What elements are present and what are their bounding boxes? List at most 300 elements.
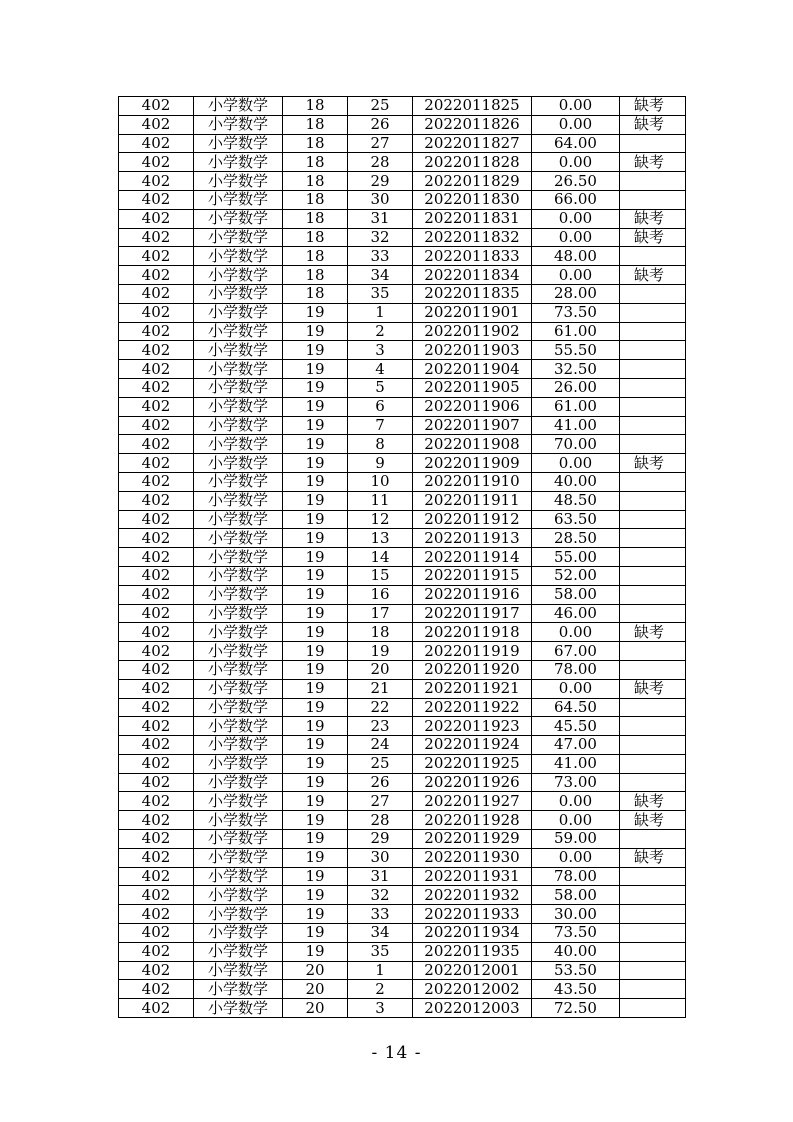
cell-group: 19: [283, 848, 348, 867]
cell-seat: 33: [348, 247, 413, 266]
cell-subject: 小学数学: [194, 247, 283, 266]
cell-group: 19: [283, 792, 348, 811]
cell-group: 18: [283, 284, 348, 303]
cell-subject: 小学数学: [194, 378, 283, 397]
cell-note: [620, 754, 686, 773]
cell-subject: 小学数学: [194, 660, 283, 679]
cell-exam-number: 2022011826: [413, 115, 532, 134]
cell-subject: 小学数学: [194, 811, 283, 830]
table-row: [119, 209, 686, 228]
cell-room: 402: [119, 134, 194, 153]
cell-score: 0.00: [532, 792, 620, 811]
cell-group: 19: [283, 754, 348, 773]
cell-group: 19: [283, 341, 348, 360]
cell-seat: 22: [348, 698, 413, 717]
cell-subject: 小学数学: [194, 529, 283, 548]
cell-exam-number: 2022011825: [413, 97, 532, 116]
cell-room: 402: [119, 924, 194, 943]
cell-subject: 小学数学: [194, 736, 283, 755]
cell-exam-number: 2022011915: [413, 566, 532, 585]
cell-subject: 小学数学: [194, 284, 283, 303]
cell-note: [620, 341, 686, 360]
cell-group: 18: [283, 190, 348, 209]
cell-score: 70.00: [532, 435, 620, 454]
cell-group: 19: [283, 717, 348, 736]
cell-note: [620, 886, 686, 905]
cell-group: 18: [283, 247, 348, 266]
cell-room: 402: [119, 97, 194, 116]
cell-exam-number: 2022011910: [413, 472, 532, 491]
cell-room: 402: [119, 228, 194, 247]
cell-note: [620, 378, 686, 397]
cell-score: 64.50: [532, 698, 620, 717]
cell-group: 19: [283, 642, 348, 661]
cell-score: 0.00: [532, 454, 620, 473]
cell-seat: 34: [348, 924, 413, 943]
cell-score: 46.00: [532, 604, 620, 623]
cell-score: 30.00: [532, 905, 620, 924]
cell-subject: 小学数学: [194, 97, 283, 116]
cell-room: 402: [119, 792, 194, 811]
cell-score: 26.00: [532, 378, 620, 397]
cell-group: 18: [283, 209, 348, 228]
cell-subject: 小学数学: [194, 848, 283, 867]
table-row: [119, 942, 686, 961]
table-body: [119, 97, 686, 1018]
cell-exam-number: 2022011834: [413, 266, 532, 285]
cell-note: [620, 642, 686, 661]
table-row: [119, 848, 686, 867]
cell-seat: 7: [348, 416, 413, 435]
cell-note: [620, 247, 686, 266]
cell-note: [620, 397, 686, 416]
cell-room: 402: [119, 190, 194, 209]
cell-room: 402: [119, 773, 194, 792]
cell-exam-number: 2022012003: [413, 999, 532, 1018]
cell-note: [620, 303, 686, 322]
cell-note: [620, 172, 686, 191]
cell-subject: 小学数学: [194, 698, 283, 717]
table-row: [119, 717, 686, 736]
cell-room: 402: [119, 698, 194, 717]
cell-note: 缺考: [620, 454, 686, 473]
cell-score: 59.00: [532, 830, 620, 849]
cell-exam-number: 2022011827: [413, 134, 532, 153]
table-row: [119, 585, 686, 604]
cell-subject: 小学数学: [194, 924, 283, 943]
cell-group: 19: [283, 736, 348, 755]
cell-exam-number: 2022011908: [413, 435, 532, 454]
cell-seat: 28: [348, 153, 413, 172]
table-row: [119, 247, 686, 266]
table-row: [119, 397, 686, 416]
cell-note: [620, 773, 686, 792]
cell-seat: 3: [348, 341, 413, 360]
cell-room: 402: [119, 961, 194, 980]
cell-room: 402: [119, 548, 194, 567]
cell-note: [620, 435, 686, 454]
cell-subject: 小学数学: [194, 679, 283, 698]
cell-note: [620, 736, 686, 755]
cell-seat: 31: [348, 209, 413, 228]
cell-score: 0.00: [532, 679, 620, 698]
cell-note: [620, 322, 686, 341]
table-row: [119, 97, 686, 116]
cell-room: 402: [119, 416, 194, 435]
cell-seat: 2: [348, 322, 413, 341]
cell-group: 19: [283, 472, 348, 491]
table-row: [119, 604, 686, 623]
cell-subject: 小学数学: [194, 209, 283, 228]
cell-score: 41.00: [532, 416, 620, 435]
cell-exam-number: 2022011917: [413, 604, 532, 623]
cell-score: 0.00: [532, 153, 620, 172]
cell-group: 19: [283, 942, 348, 961]
cell-exam-number: 2022011909: [413, 454, 532, 473]
cell-score: 0.00: [532, 228, 620, 247]
cell-exam-number: 2022011905: [413, 378, 532, 397]
cell-subject: 小学数学: [194, 172, 283, 191]
cell-group: 19: [283, 811, 348, 830]
cell-subject: 小学数学: [194, 642, 283, 661]
cell-score: 53.50: [532, 961, 620, 980]
cell-note: [620, 510, 686, 529]
cell-subject: 小学数学: [194, 360, 283, 379]
cell-group: 19: [283, 623, 348, 642]
cell-score: 61.00: [532, 322, 620, 341]
cell-subject: 小学数学: [194, 548, 283, 567]
cell-subject: 小学数学: [194, 754, 283, 773]
cell-subject: 小学数学: [194, 717, 283, 736]
cell-seat: 35: [348, 284, 413, 303]
cell-room: 402: [119, 848, 194, 867]
cell-group: 19: [283, 303, 348, 322]
table-row: [119, 360, 686, 379]
table-row: [119, 623, 686, 642]
cell-seat: 8: [348, 435, 413, 454]
cell-subject: 小学数学: [194, 397, 283, 416]
cell-score: 73.50: [532, 303, 620, 322]
table-row: [119, 416, 686, 435]
cell-exam-number: 2022011833: [413, 247, 532, 266]
cell-exam-number: 2022012002: [413, 980, 532, 999]
cell-score: 67.00: [532, 642, 620, 661]
cell-subject: 小学数学: [194, 115, 283, 134]
cell-exam-number: 2022011916: [413, 585, 532, 604]
cell-exam-number: 2022011927: [413, 792, 532, 811]
cell-note: [620, 529, 686, 548]
cell-score: 0.00: [532, 623, 620, 642]
cell-subject: 小学数学: [194, 773, 283, 792]
cell-subject: 小学数学: [194, 190, 283, 209]
cell-room: 402: [119, 341, 194, 360]
cell-score: 0.00: [532, 811, 620, 830]
cell-exam-number: 2022011830: [413, 190, 532, 209]
cell-score: 0.00: [532, 97, 620, 116]
cell-room: 402: [119, 754, 194, 773]
cell-score: 28.00: [532, 284, 620, 303]
cell-subject: 小学数学: [194, 303, 283, 322]
cell-score: 26.50: [532, 172, 620, 191]
cell-exam-number: 2022011930: [413, 848, 532, 867]
cell-room: 402: [119, 717, 194, 736]
cell-exam-number: 2022011902: [413, 322, 532, 341]
cell-score: 47.00: [532, 736, 620, 755]
cell-score: 48.00: [532, 247, 620, 266]
cell-group: 19: [283, 510, 348, 529]
cell-subject: 小学数学: [194, 792, 283, 811]
cell-group: 19: [283, 585, 348, 604]
cell-note: [620, 190, 686, 209]
cell-note: 缺考: [620, 115, 686, 134]
cell-seat: 3: [348, 999, 413, 1018]
cell-exam-number: 2022011929: [413, 830, 532, 849]
cell-subject: 小学数学: [194, 830, 283, 849]
cell-score: 43.50: [532, 980, 620, 999]
cell-room: 402: [119, 679, 194, 698]
table-row: [119, 924, 686, 943]
table-row: [119, 284, 686, 303]
cell-seat: 23: [348, 717, 413, 736]
table-row: [119, 341, 686, 360]
cell-group: 19: [283, 830, 348, 849]
cell-note: 缺考: [620, 266, 686, 285]
cell-subject: 小学数学: [194, 961, 283, 980]
cell-group: 19: [283, 886, 348, 905]
table-row: [119, 134, 686, 153]
cell-room: 402: [119, 284, 194, 303]
cell-subject: 小学数学: [194, 999, 283, 1018]
cell-group: 19: [283, 360, 348, 379]
cell-score: 63.50: [532, 510, 620, 529]
cell-exam-number: 2022011924: [413, 736, 532, 755]
cell-note: [620, 867, 686, 886]
cell-exam-number: 2022011935: [413, 942, 532, 961]
cell-room: 402: [119, 942, 194, 961]
cell-score: 0.00: [532, 209, 620, 228]
table-row: [119, 454, 686, 473]
cell-note: [620, 416, 686, 435]
cell-subject: 小学数学: [194, 435, 283, 454]
cell-room: 402: [119, 604, 194, 623]
table-row: [119, 736, 686, 755]
cell-score: 66.00: [532, 190, 620, 209]
cell-group: 19: [283, 491, 348, 510]
cell-room: 402: [119, 115, 194, 134]
cell-room: 402: [119, 510, 194, 529]
cell-exam-number: 2022011933: [413, 905, 532, 924]
cell-score: 40.00: [532, 472, 620, 491]
cell-exam-number: 2022011932: [413, 886, 532, 905]
table-row: [119, 472, 686, 491]
cell-note: [620, 491, 686, 510]
cell-group: 19: [283, 322, 348, 341]
cell-score: 55.00: [532, 548, 620, 567]
cell-subject: 小学数学: [194, 623, 283, 642]
table-row: [119, 566, 686, 585]
cell-seat: 27: [348, 792, 413, 811]
cell-group: 18: [283, 172, 348, 191]
cell-note: [620, 660, 686, 679]
cell-seat: 32: [348, 228, 413, 247]
cell-seat: 6: [348, 397, 413, 416]
cell-exam-number: 2022011925: [413, 754, 532, 773]
cell-group: 19: [283, 924, 348, 943]
cell-exam-number: 2022011906: [413, 397, 532, 416]
cell-exam-number: 2022011903: [413, 341, 532, 360]
cell-room: 402: [119, 153, 194, 172]
cell-room: 402: [119, 491, 194, 510]
cell-subject: 小学数学: [194, 510, 283, 529]
cell-note: 缺考: [620, 97, 686, 116]
cell-subject: 小学数学: [194, 886, 283, 905]
cell-seat: 25: [348, 97, 413, 116]
table-row: [119, 190, 686, 209]
cell-room: 402: [119, 736, 194, 755]
cell-room: 402: [119, 303, 194, 322]
cell-score: 0.00: [532, 266, 620, 285]
cell-room: 402: [119, 999, 194, 1018]
cell-note: [620, 830, 686, 849]
cell-score: 28.50: [532, 529, 620, 548]
cell-group: 19: [283, 773, 348, 792]
cell-group: 19: [283, 435, 348, 454]
cell-score: 78.00: [532, 660, 620, 679]
cell-room: 402: [119, 209, 194, 228]
cell-score: 58.00: [532, 886, 620, 905]
cell-seat: 18: [348, 623, 413, 642]
cell-seat: 32: [348, 886, 413, 905]
cell-note: [620, 905, 686, 924]
cell-group: 18: [283, 134, 348, 153]
cell-score: 58.00: [532, 585, 620, 604]
cell-subject: 小学数学: [194, 134, 283, 153]
cell-exam-number: 2022011923: [413, 717, 532, 736]
cell-seat: 26: [348, 115, 413, 134]
cell-subject: 小学数学: [194, 980, 283, 999]
table-row: [119, 491, 686, 510]
table-row: [119, 153, 686, 172]
cell-room: 402: [119, 830, 194, 849]
cell-seat: 11: [348, 491, 413, 510]
cell-room: 402: [119, 642, 194, 661]
cell-exam-number: 2022011913: [413, 529, 532, 548]
cell-exam-number: 2022011926: [413, 773, 532, 792]
cell-seat: 34: [348, 266, 413, 285]
table-row: [119, 679, 686, 698]
cell-room: 402: [119, 660, 194, 679]
cell-score: 52.00: [532, 566, 620, 585]
cell-seat: 5: [348, 378, 413, 397]
cell-note: [620, 698, 686, 717]
cell-seat: 9: [348, 454, 413, 473]
cell-group: 18: [283, 115, 348, 134]
cell-score: 41.00: [532, 754, 620, 773]
cell-subject: 小学数学: [194, 416, 283, 435]
cell-note: 缺考: [620, 679, 686, 698]
table-row: [119, 172, 686, 191]
cell-group: 19: [283, 604, 348, 623]
cell-subject: 小学数学: [194, 228, 283, 247]
cell-group: 19: [283, 378, 348, 397]
cell-room: 402: [119, 623, 194, 642]
cell-seat: 4: [348, 360, 413, 379]
table-row: [119, 811, 686, 830]
cell-room: 402: [119, 360, 194, 379]
cell-seat: 31: [348, 867, 413, 886]
table-row: [119, 999, 686, 1018]
cell-subject: 小学数学: [194, 266, 283, 285]
cell-seat: 1: [348, 303, 413, 322]
table-row: [119, 548, 686, 567]
cell-note: [620, 284, 686, 303]
cell-seat: 12: [348, 510, 413, 529]
cell-room: 402: [119, 397, 194, 416]
table-row: [119, 529, 686, 548]
cell-seat: 2: [348, 980, 413, 999]
cell-group: 19: [283, 867, 348, 886]
cell-room: 402: [119, 811, 194, 830]
cell-note: 缺考: [620, 623, 686, 642]
cell-seat: 19: [348, 642, 413, 661]
cell-note: [620, 961, 686, 980]
cell-subject: 小学数学: [194, 905, 283, 924]
cell-seat: 10: [348, 472, 413, 491]
cell-seat: 30: [348, 190, 413, 209]
cell-room: 402: [119, 247, 194, 266]
table-row: [119, 961, 686, 980]
cell-note: [620, 924, 686, 943]
cell-note: 缺考: [620, 792, 686, 811]
cell-note: [620, 942, 686, 961]
cell-room: 402: [119, 378, 194, 397]
cell-exam-number: 2022011928: [413, 811, 532, 830]
cell-seat: 20: [348, 660, 413, 679]
cell-exam-number: 2022011934: [413, 924, 532, 943]
cell-exam-number: 2022012001: [413, 961, 532, 980]
cell-seat: 14: [348, 548, 413, 567]
page-number: - 14 -: [371, 1043, 422, 1063]
table-row: [119, 510, 686, 529]
table-row: [119, 773, 686, 792]
cell-room: 402: [119, 585, 194, 604]
cell-score: 32.50: [532, 360, 620, 379]
cell-subject: 小学数学: [194, 585, 283, 604]
cell-group: 19: [283, 416, 348, 435]
cell-room: 402: [119, 886, 194, 905]
cell-group: 18: [283, 228, 348, 247]
cell-group: 18: [283, 266, 348, 285]
table-row: [119, 322, 686, 341]
cell-group: 20: [283, 980, 348, 999]
cell-exam-number: 2022011835: [413, 284, 532, 303]
cell-group: 19: [283, 698, 348, 717]
cell-room: 402: [119, 454, 194, 473]
cell-seat: 17: [348, 604, 413, 623]
cell-exam-number: 2022011831: [413, 209, 532, 228]
table-row: [119, 228, 686, 247]
cell-note: [620, 999, 686, 1018]
table-row: [119, 867, 686, 886]
cell-group: 19: [283, 454, 348, 473]
cell-exam-number: 2022011901: [413, 303, 532, 322]
cell-note: 缺考: [620, 848, 686, 867]
cell-score: 64.00: [532, 134, 620, 153]
cell-exam-number: 2022011904: [413, 360, 532, 379]
cell-subject: 小学数学: [194, 566, 283, 585]
cell-exam-number: 2022011829: [413, 172, 532, 191]
cell-score: 55.50: [532, 341, 620, 360]
